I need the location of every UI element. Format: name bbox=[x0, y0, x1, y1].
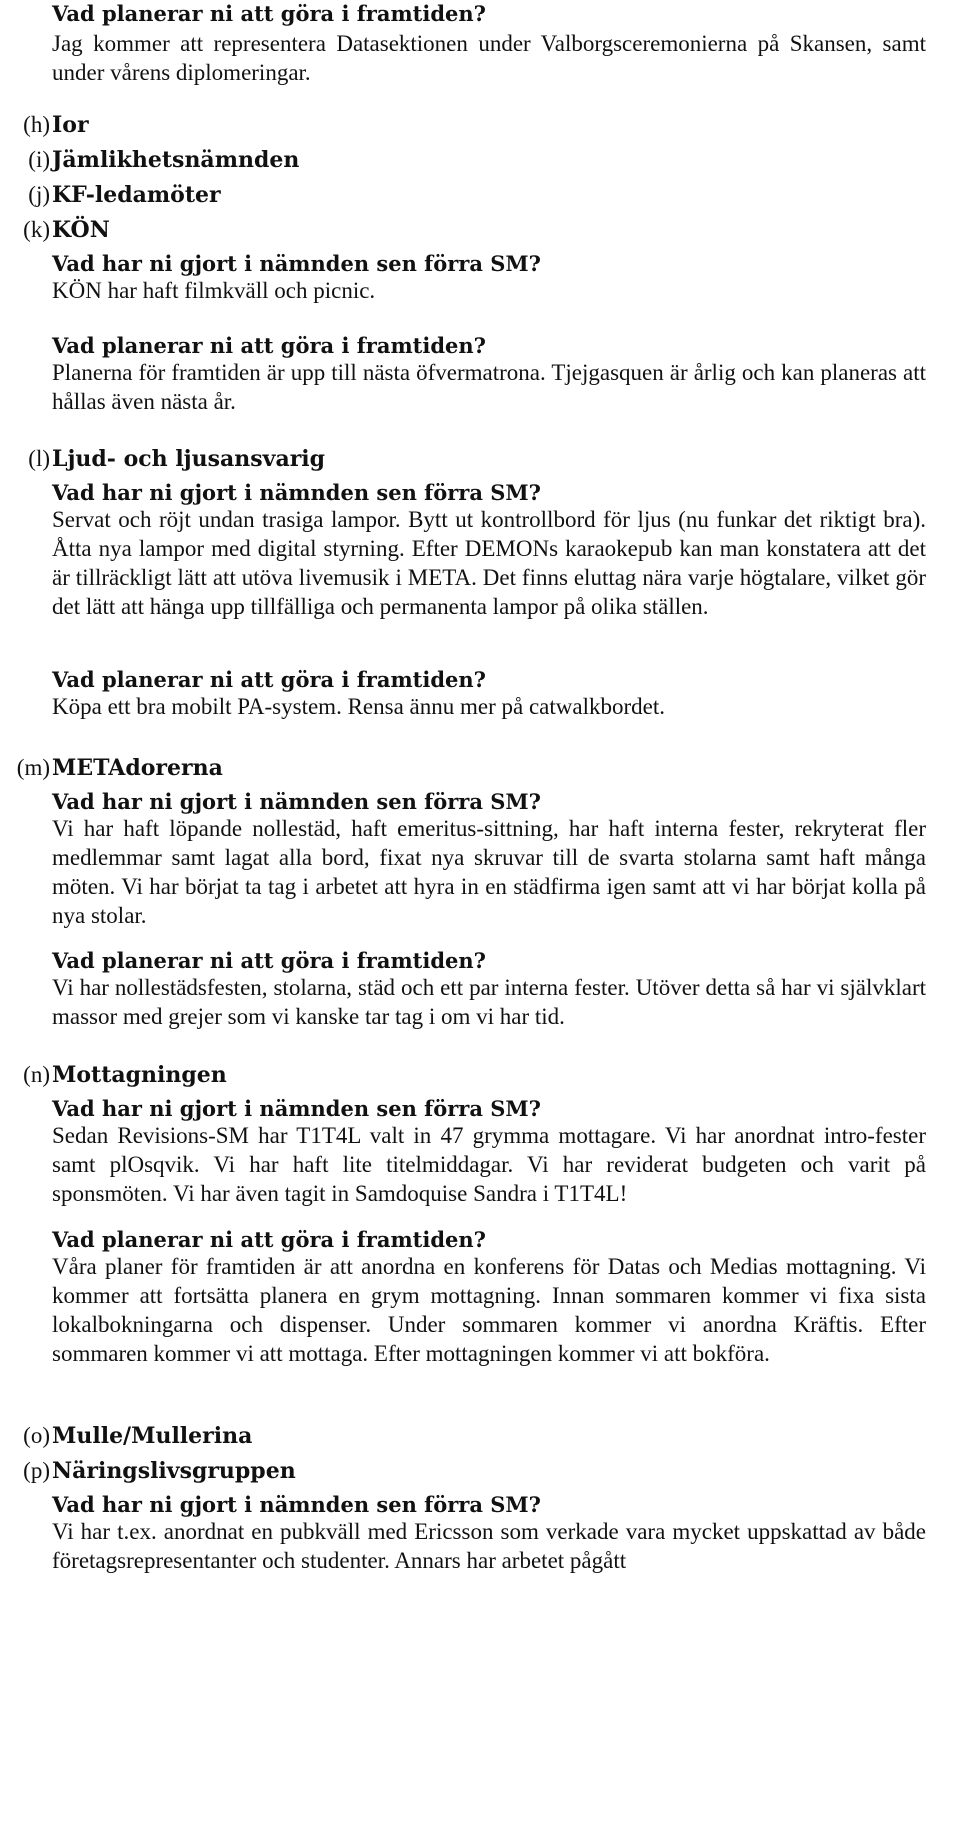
item-label: (p) bbox=[23, 1458, 50, 1483]
item-title: Mulle/Mullerina bbox=[52, 1423, 253, 1449]
item-label: (n) bbox=[23, 1062, 50, 1087]
list-item bbox=[6, 1060, 906, 1090]
question-heading: Vad har ni gjort i nämnden sen förra SM? bbox=[52, 789, 541, 814]
list-item bbox=[6, 180, 906, 210]
question-heading: Vad planerar ni att göra i framtiden? bbox=[52, 1227, 486, 1252]
answer-paragraph: Jag kommer att representera Datasektionen under Valborgsceremonierna på Skansen, samt under vårens diplomeringar. bbox=[52, 31, 926, 85]
answer-paragraph: Våra planer för framtiden är att anordna en konferens för Datas och Medias mottagning. Vi kommer att fortsätta planera en grym mottagning. Innan sommaren kommer vi fixa sista lokalbokningarna och dispenser. Under sommaren kommer vi anordna Kräftis. Efter sommaren kommer vi att mottaga. Efter mottagningen kommer vi att bokföra. bbox=[52, 1254, 926, 1366]
question-heading: Vad har ni gjort i nämnden sen förra SM? bbox=[52, 1492, 541, 1517]
item-label: (m) bbox=[16, 755, 50, 780]
list-item bbox=[6, 1421, 906, 1451]
item-title: KÖN bbox=[52, 217, 110, 243]
answer-paragraph: Sedan Revisions-SM har T1T4L valt in 47 grymma mottagare. Vi har anordnat intro-fester samt plOsqvik. Vi har haft lite titelmiddagar. Vi har reviderat budgeten och varit på sponsmöten. Vi har även tagit in Samdoquise Sandra i T1T4L! bbox=[52, 1123, 926, 1206]
answer-paragraph: KÖN har haft filmkväll och picnic. bbox=[52, 278, 376, 303]
item-title: Ior bbox=[52, 112, 89, 138]
item-label: (j) bbox=[28, 182, 50, 207]
item-title: METAdorerna bbox=[52, 755, 223, 781]
question-heading: Vad har ni gjort i nämnden sen förra SM? bbox=[52, 480, 541, 505]
question-heading: Vad planerar ni att göra i framtiden? bbox=[52, 1, 486, 26]
answer-paragraph: Vi har haft löpande nollestäd, haft emeritus-sittning, har haft interna fester, rekryterat fler medlemmar samt lagat alla bord, fixat nya skruvar till de svarta stolarna samt haft många möten. Vi har börjat ta tag i arbetet att hyra in en städfirma igen samt att vi har börjat kolla på nya stolar. bbox=[52, 816, 926, 928]
answer-paragraph: Vi har nollestädsfesten, stolarna, städ och ett par interna fester. Utöver detta så har vi självklart massor med grejer som vi kanske tar tag i om vi har tid. bbox=[52, 975, 926, 1029]
item-title: Näringslivsgruppen bbox=[52, 1458, 296, 1484]
item-title: Mottagningen bbox=[52, 1062, 227, 1088]
answer-paragraph: Planerna för framtiden är upp till nästa öfvermatrona. Tjejgasquen är årlig och kan planeras att hållas även nästa år. bbox=[52, 360, 926, 414]
item-title: KF-ledamöter bbox=[52, 182, 221, 208]
list-item bbox=[6, 110, 906, 140]
list-item bbox=[6, 1456, 906, 1486]
item-title: Ljud- och ljusansvarig bbox=[52, 446, 326, 472]
question-heading: Vad planerar ni att göra i framtiden? bbox=[52, 333, 486, 358]
item-label: (i) bbox=[28, 147, 50, 172]
answer-paragraph: Köpa ett bra mobilt PA-system. Rensa ännu mer på catwalkbordet. bbox=[52, 694, 665, 719]
item-label: (l) bbox=[28, 446, 50, 471]
question-heading: Vad har ni gjort i nämnden sen förra SM? bbox=[52, 1096, 541, 1121]
list-item bbox=[6, 753, 906, 783]
list-item bbox=[6, 444, 906, 474]
question-heading: Vad planerar ni att göra i framtiden? bbox=[52, 948, 486, 973]
item-title: Jämlikhetsnämnden bbox=[52, 147, 300, 173]
answer-paragraph: Servat och röjt undan trasiga lampor. Bytt ut kontrollbord för ljus (nu funkar det riktigt bra). Åtta nya lampor med digital styrning. Efter DEMONs karaokepub kan man konstatera att det är tillräckligt lätt att utöva livemusik i META. Det finns eluttag nära varje högtalare, vilket gör det lätt att hänga upp tillfälliga och permanenta lampor på olika ställen. bbox=[52, 507, 926, 619]
list-item bbox=[6, 145, 906, 175]
question-heading: Vad har ni gjort i nämnden sen förra SM? bbox=[52, 251, 541, 276]
question-heading: Vad planerar ni att göra i framtiden? bbox=[52, 667, 486, 692]
item-label: (k) bbox=[23, 217, 50, 242]
answer-paragraph: Vi har t.ex. anordnat en pubkväll med Ericsson som verkade vara mycket uppskattad av både företagsrepresentanter och studenter. Annars har arbetet pågått bbox=[52, 1519, 926, 1573]
list-item bbox=[6, 215, 906, 245]
item-label: (o) bbox=[23, 1423, 50, 1448]
item-label: (h) bbox=[23, 112, 50, 137]
